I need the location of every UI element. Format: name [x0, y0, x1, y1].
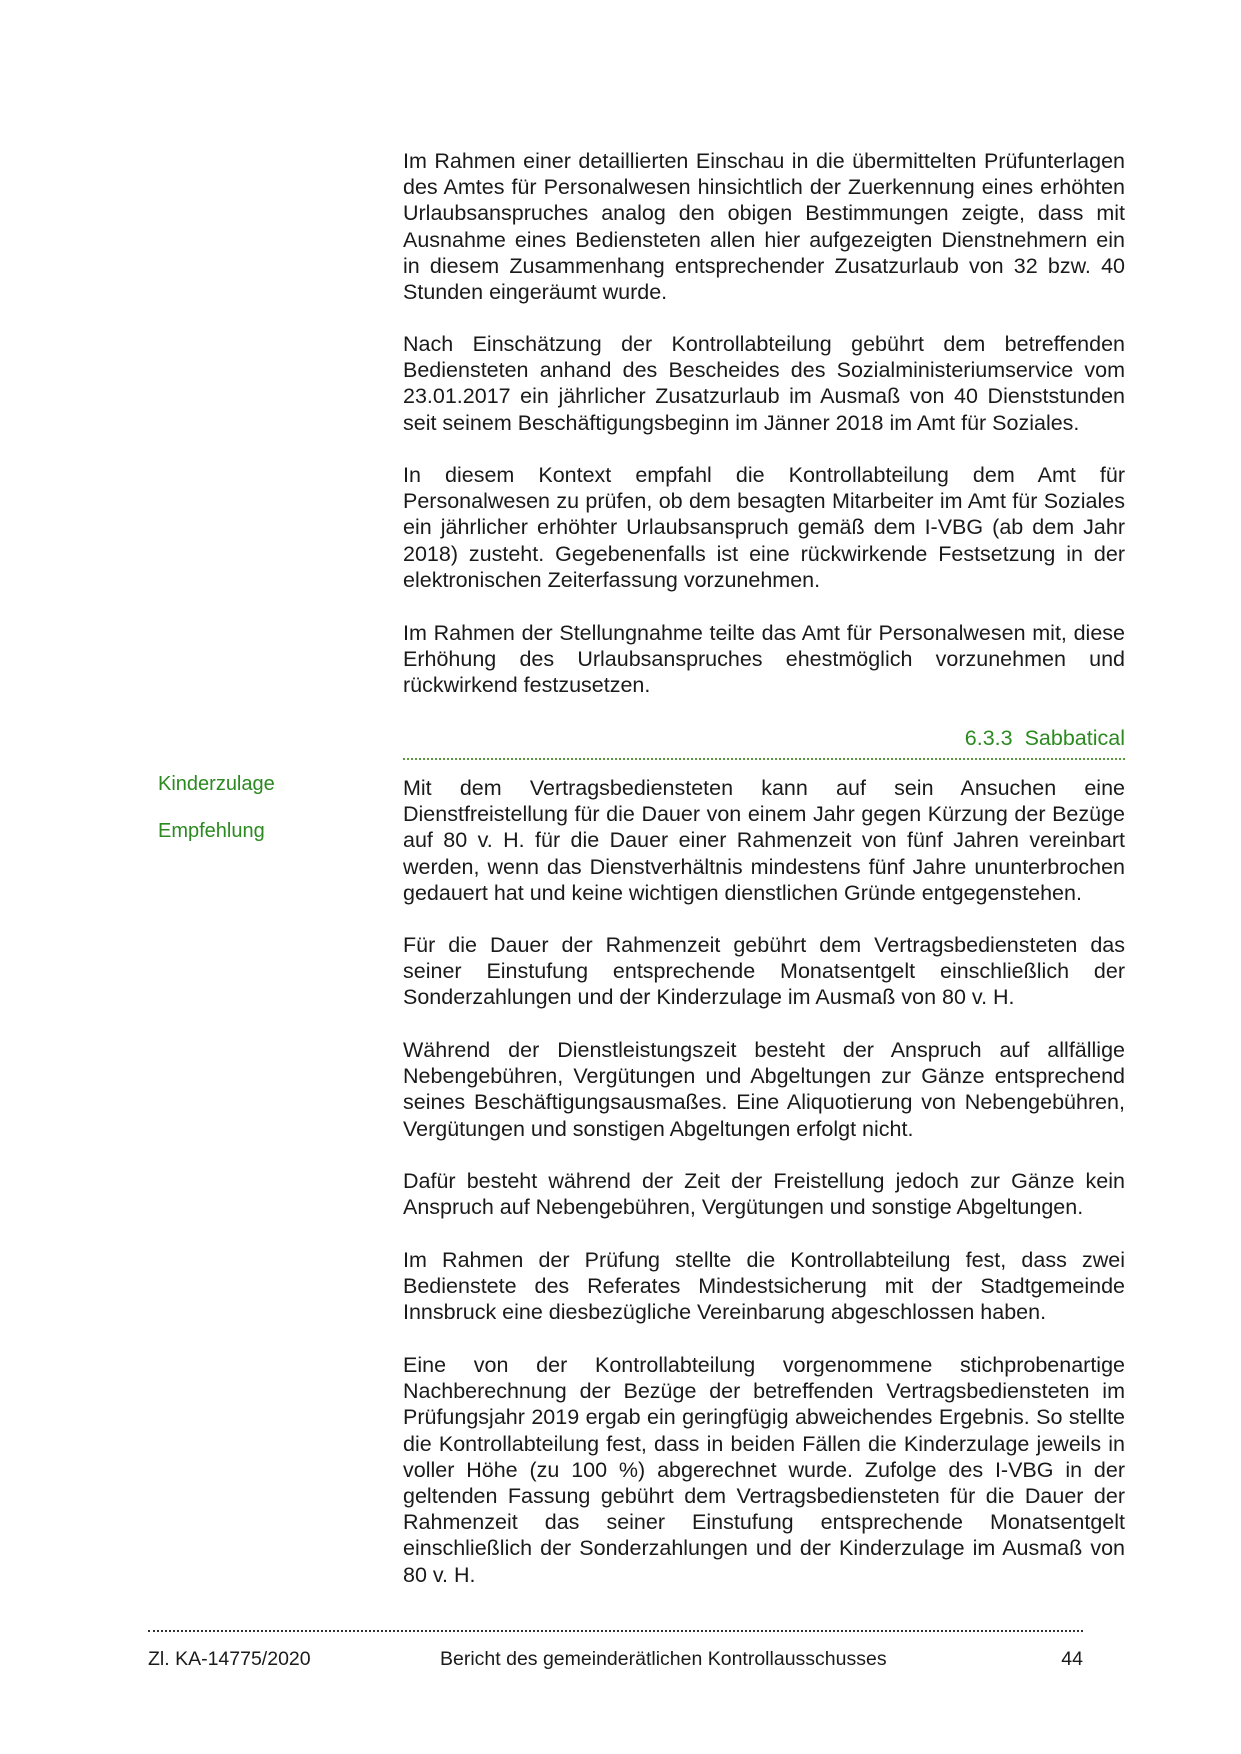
paragraph-text: Nach Einschätzung der Kontrollabteilung gebührt dem betreffenden Bediensteten anhand des Bescheides des Sozialministeriumservice vom 23.01.2017 ein jährlicher Zusatzurlaub im Ausmaß von 40 Dienststunden seit seinem Beschäftigungsbeginn im Jänner 2018 im Amt für Soziales. [403, 332, 1125, 435]
paragraph-zusatzurlaub-einschau [403, 148, 1125, 305]
page-number: 44 [1061, 1648, 1083, 1670]
paragraph-text: Im Rahmen der Stellungnahme teilte das Amt für Personalwesen mit, diese Erhöhung des Urlaubsanspruches ehestmöglich vorzunehmen und rückwirkend festzusetzen. [403, 621, 1125, 698]
paragraph-text: Eine von der Kontrollabteilung vorgenommene stichprobenartige Nachberechnung der Bezüge der betreffenden Vertragsbediensteten im Prüfungsjahr 2019 ergab ein geringfügig abweichendes Ergebnis. So stellte die Kontrollabteilung fest, dass in beiden Fällen die Kinderzulage jeweils in voller Höhe (zu 100 %) abgerechnet wurde. Zufolge des I-VBG in der geltenden Fassung gebührt dem Vertragsbediensteten für die Dauer der Rahmenzeit das seiner Einstufung entsprechende Monatsentgelt einschließlich der Sonderzahlungen und der Kinderzulage im Ausmaß von 80 v. H. [403, 1353, 1125, 1587]
paragraph-stellungnahme [403, 620, 1125, 699]
paragraph-dienstleistungszeit [403, 1037, 1125, 1142]
paragraph-text: Für die Dauer der Rahmenzeit gebührt dem Vertragsbediensteten das seiner Einstufung entsprechende Monatsentgelt einschließlich der Sonderzahlungen und der Kinderzulage im Ausmaß von 80 v. H. [403, 933, 1125, 1010]
paragraph-pruefung-feststellung [403, 1247, 1125, 1326]
paragraph-zusatzurlaub-einschaetzung [403, 331, 1125, 436]
footer-reference: Zl. KA-14775/2020 [148, 1648, 311, 1670]
paragraph-freistellung [403, 1168, 1125, 1220]
margin-note-kinderzulage: Kinderzulage [158, 773, 275, 795]
paragraph-text: Mit dem Vertragsbediensteten kann auf sein Ansuchen eine Dienstfreistellung für die Dauer von einem Jahr gegen Kürzung der Bezüge auf 80 v. H. für die Dauer einer Rahmenzeit von fünf Jahren vereinbart werden, wenn das Dienstverhältnis mindestens fünf Jahre ununterbrochen gedauert hat und keine wichtigen dienstlichen Gründe entgegenstehen. [403, 776, 1125, 905]
paragraph-text: In diesem Kontext empfahl die Kontrollabteilung dem Amt für Personalwesen zu prüfen, ob dem besagten Mitarbeiter im Amt für Soziales ein jährlicher erhöhter Urlaubsanspruch gemäß dem I-VBG (ab dem Jahr 2018) zusteht. Gegebenenfalls ist eine rückwirkende Festsetzung in der elektronischen Zeiterfassung vorzunehmen. [403, 463, 1125, 592]
section-heading-sabbatical [403, 726, 1125, 760]
paragraph-zusatzurlaub-empfehlung [403, 462, 1125, 593]
paragraph-text: Im Rahmen der Prüfung stellte die Kontrollabteilung fest, dass zwei Bedienstete des Referates Mindestsicherung mit der Stadtgemeinde Innsbruck eine diesbezügliche Vereinbarung abgeschlossen haben. [403, 1248, 1125, 1325]
section-title: Sabbatical [1024, 726, 1125, 750]
paragraph-text: Während der Dienstleistungszeit besteht der Anspruch auf allfällige Nebengebühren, Vergütungen und Abgeltungen zur Gänze entsprechend seines Beschäftigungsausmaßes. Eine Aliquotierung von Nebengebühren, Vergütungen und sonstigen Abgeltungen erfolgt nicht. [403, 1038, 1125, 1141]
paragraph-text: Dafür besteht während der Zeit der Freistellung jedoch zur Gänze kein Anspruch auf Nebengebühren, Vergütungen und sonstige Abgeltungen. [403, 1169, 1125, 1220]
footer-divider [148, 1630, 1083, 1632]
paragraph-sabbatical-vereinbarung [403, 775, 1125, 906]
paragraph-rahmenzeit-monatsentgelt [403, 932, 1125, 1011]
section-number: 6.3.3 [964, 726, 1013, 750]
footer-title: Bericht des gemeinderätlichen Kontrollausschusses [440, 1648, 887, 1670]
paragraph-text: Im Rahmen einer detaillierten Einschau in die übermittelten Prüfunterlagen des Amtes für Personalwesen hinsichtlich der Zuerkennung eines erhöhten Urlaubsanspruches analog den obigen Bestimmungen zeigte, dass mit Ausnahme eines Bediensteten allen hier aufgezeigten Dienstnehmern ein in diesem Zusammenhang entsprechender Zusatzurlaub von 32 bzw. 40 Stunden eingeräumt wurde. [403, 149, 1125, 305]
paragraph-nachberechnung [403, 1352, 1125, 1588]
margin-note-empfehlung: Empfehlung [158, 820, 265, 842]
